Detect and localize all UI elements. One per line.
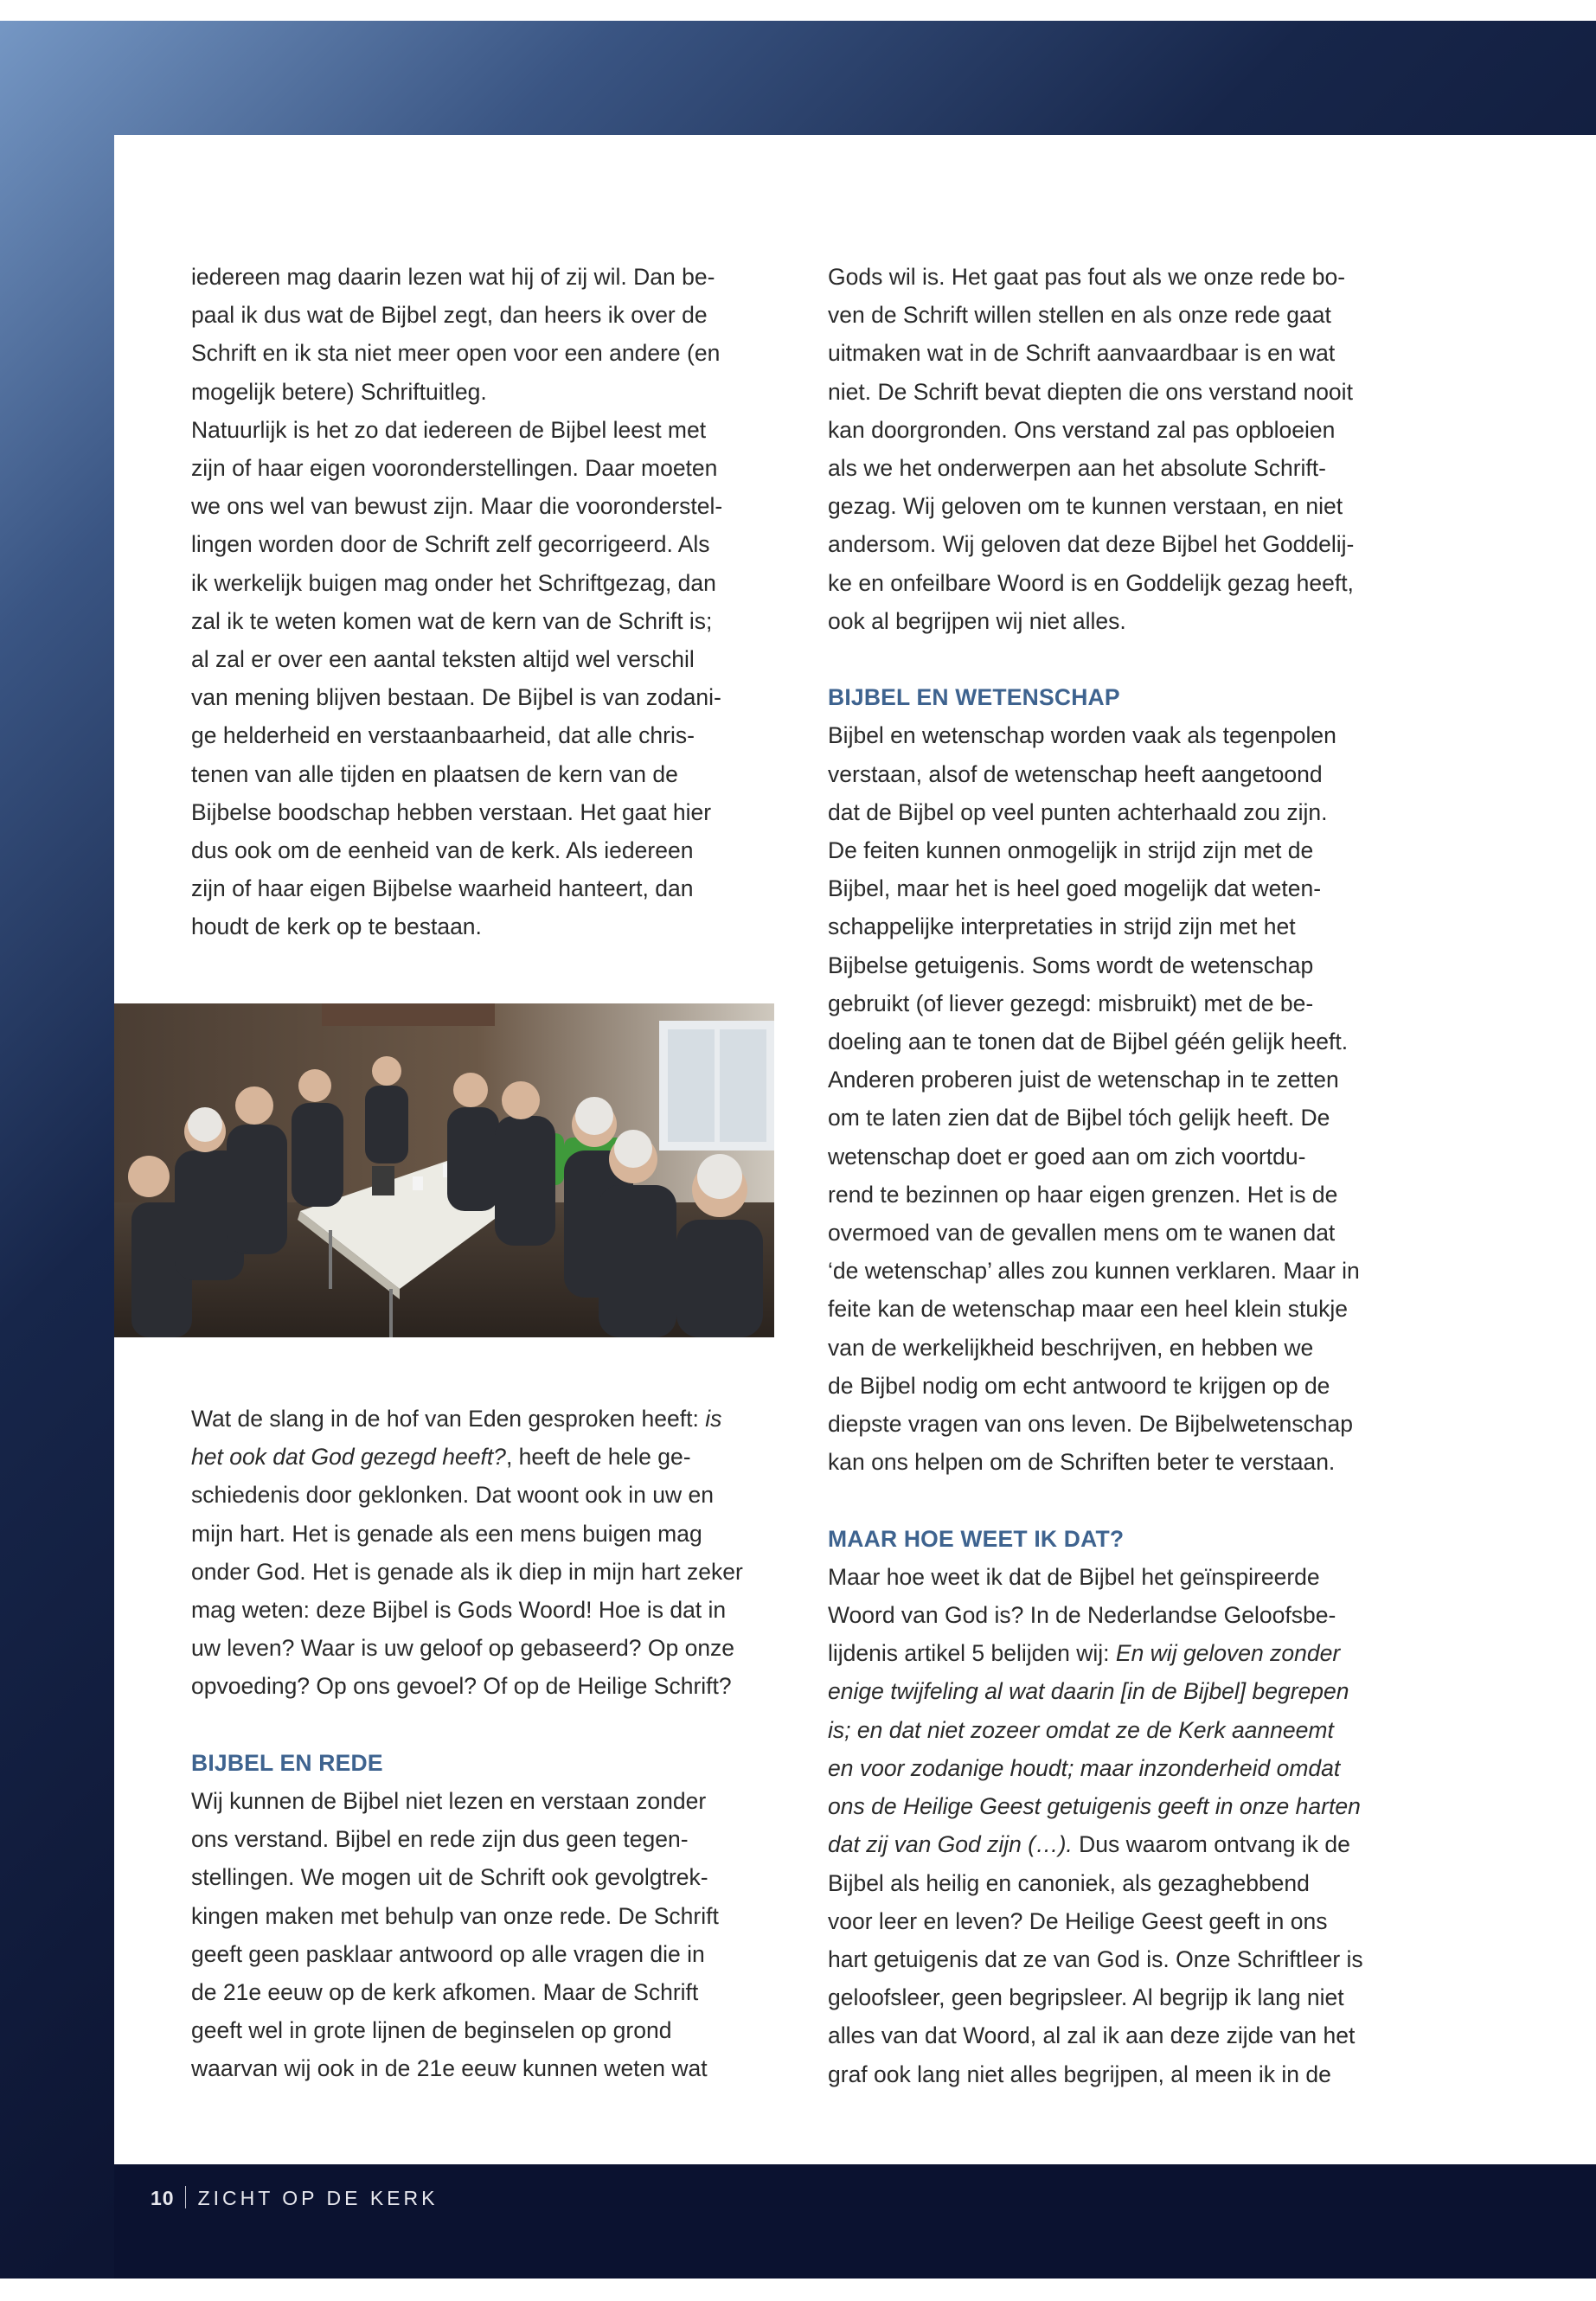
text-line: ik werkelijk buigen mag onder het Schriftgezag, dan <box>191 569 716 596</box>
text-line: alles van dat Woord, al zal ik aan deze zijde van het <box>828 2022 1356 2049</box>
text-line: ke en onfeilbare Woord is en Goddelijk gezag heeft, <box>828 569 1354 596</box>
text-line: stellingen. We mogen uit de Schrift ook gevolgtrek- <box>191 1864 708 1891</box>
left-column-top-text <box>191 258 797 946</box>
text-line: feite kan de wetenschap maar een heel klein stukje <box>828 1296 1349 1323</box>
text-line: Bijbel en wetenschap worden vaak als tegenpolen <box>828 722 1336 749</box>
section-heading: BIJBEL EN REDE <box>191 1749 383 1776</box>
text-line: diepste vragen van ons leven. De Bijbelwetenschap <box>828 1411 1353 1438</box>
text-line: Schrift en ik sta niet meer open voor een andere (en <box>191 340 721 367</box>
text-line: doeling aan te tonen dat de Bijbel géén gelijk heeft. <box>828 1029 1349 1055</box>
text-line <box>191 1438 797 1476</box>
text-line: al zal er over een aantal teksten altijd wel verschil <box>191 646 695 673</box>
meeting-photo <box>114 1003 774 1337</box>
text-line: onder God. Het is genade als ik diep in mijn hart zeker <box>191 1558 743 1585</box>
text-line: paal ik dus wat de Bijbel zegt, dan heers ik over de <box>191 302 708 329</box>
text-line: Woord van God is? In de Nederlandse Geloofsbe- <box>828 1602 1336 1629</box>
text-line: niet. De Schrift bevat diepten die ons verstand nooit <box>828 378 1353 405</box>
paragraph <box>191 1782 797 2088</box>
page-number: 10 <box>151 2187 175 2209</box>
left-column-bottom-text <box>191 1400 797 2088</box>
text-line <box>828 1634 1433 1672</box>
text-line: van de werkelijkheid beschrijven, en hebben we <box>828 1334 1314 1361</box>
text-line: mogelijk betere) Schriftuitleg. <box>191 378 487 405</box>
text-line: van mening blijven bestaan. De Bijbel is van zodani- <box>191 684 721 711</box>
text-line: gebruikt (of liever gezegd: misbruikt) met de be- <box>828 990 1314 1016</box>
text-line: voor leer en leven? De Heilige Geest geeft in ons <box>828 1907 1328 1934</box>
text-line: ook al begrijpen wij niet alles. <box>828 607 1126 634</box>
text-line: tenen van alle tijden en plaatsen de kern van de <box>191 760 678 787</box>
italic-quote: enige twijfeling al wat daarin [in de Bijbel] begrepen <box>828 1678 1349 1705</box>
text-line: houdt de kerk op te bestaan. <box>191 913 482 940</box>
footer-divider <box>185 2186 186 2208</box>
text-line: Bijbel als heilig en canoniek, als gezaghebbend <box>828 1869 1310 1896</box>
text-line: lingen worden door de Schrift zelf gecorrigeerd. Als <box>191 531 710 558</box>
text-line: Bijbelse boodschap hebben verstaan. Het gaat hier <box>191 798 712 825</box>
text-line: uw leven? Waar is uw geloof op gebaseerd? Op onze <box>191 1635 735 1662</box>
text-line: verstaan, alsof de wetenschap heeft aangetoond <box>828 760 1323 787</box>
text-line: opvoeding? Op ons gevoel? Of op de Heilige Schrift? <box>191 1673 732 1700</box>
text-line: schiedenis door geklonken. Dat woont ook in uw en <box>191 1482 714 1509</box>
section-heading: BIJBEL EN WETENSCHAP <box>828 684 1120 711</box>
text-line: zijn of haar eigen vooronderstellingen. Daar moeten <box>191 455 718 482</box>
italic-quote: het ook dat God gezegd heeft? <box>191 1444 506 1471</box>
text-line: overmoed van de gevallen mens om te wanen dat <box>828 1220 1336 1247</box>
text-line: ven de Schrift willen stellen en als onze rede gaat <box>828 302 1331 329</box>
text-line: uitmaken wat in de Schrift aanvaardbaar is en wat <box>828 340 1336 367</box>
paragraph-gap <box>191 1706 797 1744</box>
text-run: Dus waarom ontvang ik de <box>1072 1831 1350 1858</box>
text-line <box>191 1400 797 1438</box>
text-line: kan doorgronden. Ons verstand zal pas opbloeien <box>828 416 1336 443</box>
text-line: De feiten kunnen onmogelijk in strijd zijn met de <box>828 837 1314 864</box>
text-line: Maar hoe weet ik dat de Bijbel het geïnspireerde <box>828 1563 1320 1590</box>
text-line: Wij kunnen de Bijbel niet lezen en verstaan zonder <box>191 1788 707 1815</box>
text-line: ‘de wetenschap’ alles zou kunnen verklaren. Maar in <box>828 1258 1360 1285</box>
paragraph <box>828 258 1433 640</box>
text-line: geeft geen pasklaar antwoord op alle vragen die in <box>191 1940 705 1967</box>
text-line: de Bijbel nodig om echt antwoord te krijgen op de <box>828 1372 1330 1399</box>
italic-quote: En wij geloven zonder <box>1115 1640 1341 1667</box>
section-heading: MAAR HOE WEET IK DAT? <box>828 1525 1125 1552</box>
text-run: , heeft de hele ge- <box>505 1444 691 1471</box>
page-footer <box>151 2185 438 2211</box>
text-line: kingen maken met behulp van onze rede. De Schrift <box>191 1902 719 1929</box>
text-line: als we het onderwerpen aan het absolute Schrift- <box>828 455 1326 482</box>
paragraph <box>828 1558 1433 2093</box>
text-line: wetenschap doet er goed aan om zich voortdu- <box>828 1143 1306 1170</box>
text-line: we ons wel van bewust zijn. Maar die vooronderstel- <box>191 493 723 520</box>
paragraph-gap <box>828 640 1433 678</box>
text-line: gezag. Wij geloven om te kunnen verstaan, en niet <box>828 493 1343 520</box>
footer-band <box>114 2164 1596 2279</box>
italic-quote: ons de Heilige Geest getuigenis geeft in onze harten <box>828 1793 1361 1820</box>
italic-quote: dat zij van God zijn (…). <box>828 1831 1073 1858</box>
text-line: om te laten zien dat de Bijbel tóch gelijk heeft. De <box>828 1105 1330 1131</box>
text-line: ge helderheid en verstaanbaarheid, dat alle chris- <box>191 722 695 749</box>
text-line: iedereen mag daarin lezen wat hij of zij wil. Dan be- <box>191 264 715 290</box>
text-line: mijn hart. Het is genade als een mens buigen mag <box>191 1520 702 1547</box>
paragraph-gap <box>828 1481 1433 1519</box>
text-line: ons verstand. Bijbel en rede zijn dus geen tegen- <box>191 1826 689 1853</box>
magazine-title: ZICHT OP DE KERK <box>197 2187 439 2209</box>
text-line: geeft wel in grote lijnen de beginselen op grond <box>191 2017 672 2044</box>
right-column-text <box>828 258 1433 2093</box>
text-line <box>828 1825 1433 1863</box>
text-line: mag weten: deze Bijbel is Gods Woord! Hoe is dat in <box>191 1597 727 1624</box>
text-line: andersom. Wij geloven dat deze Bijbel het Goddelij- <box>828 531 1355 558</box>
text-line: zal ik te weten komen wat de kern van de Schrift is; <box>191 607 713 634</box>
text-line: Gods wil is. Het gaat pas fout als we onze rede bo- <box>828 264 1346 290</box>
italic-quote: en voor zodanige houdt; maar inzonderheid omdat <box>828 1754 1341 1781</box>
italic-quote: is; en dat niet zozeer omdat ze de Kerk aanneemt <box>828 1716 1334 1743</box>
text-line: waarvan wij ook in de 21e eeuw kunnen weten wat <box>191 2055 708 2082</box>
text-line: dus ook om de eenheid van de kerk. Als iedereen <box>191 837 694 864</box>
text-line: rend te bezinnen op haar eigen grenzen. Het is de <box>828 1181 1338 1208</box>
text-line: dat de Bijbel op veel punten achterhaald zou zijn. <box>828 798 1328 825</box>
paragraph <box>191 1400 797 1706</box>
text-run: Wat de slang in de hof van Eden gesproken heeft: <box>191 1406 706 1432</box>
text-line: zijn of haar eigen Bijbelse waarheid hanteert, dan <box>191 875 694 902</box>
text-run: lijdenis artikel 5 belijden wij: <box>828 1640 1116 1667</box>
italic-quote: is <box>705 1406 722 1432</box>
text-line: Anderen proberen juist de wetenschap in te zetten <box>828 1067 1339 1093</box>
text-line: de 21e eeuw op de kerk afkomen. Maar de Schrift <box>191 1979 699 2006</box>
text-line: Natuurlijk is het zo dat iedereen de Bijbel leest met <box>191 416 707 443</box>
paragraph <box>191 258 797 946</box>
text-line: kan ons helpen om de Schriften beter te verstaan. <box>828 1449 1336 1476</box>
text-line: Bijbel, maar het is heel goed mogelijk dat weten- <box>828 875 1322 902</box>
text-line: Bijbelse getuigenis. Soms wordt de wetenschap <box>828 952 1314 978</box>
text-line: geloofsleer, geen begripsleer. Al begrijp ik lang niet <box>828 1984 1344 2011</box>
text-line: schappelijke interpretaties in strijd zijn met het <box>828 913 1296 940</box>
text-line: graf ook lang niet alles begrijpen, al meen ik in de <box>828 2061 1331 2087</box>
text-line: hart getuigenis dat ze van God is. Onze Schriftleer is <box>828 1945 1363 1972</box>
paragraph <box>828 716 1433 1481</box>
